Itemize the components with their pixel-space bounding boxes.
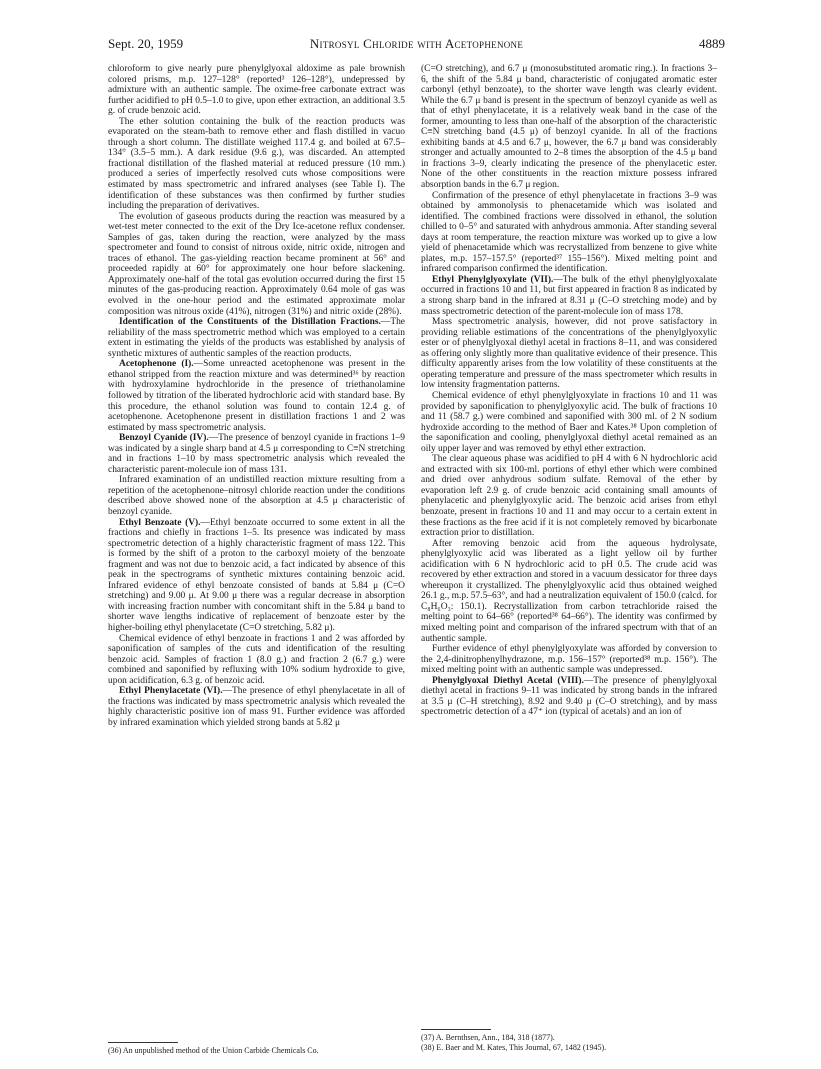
paragraph-text: —The bulk of the ethyl phenylglyoxalate occurred in fractions 10 and 11, but first appeared in fraction 8 as indicated by a strong sharp band in the infrared at 8.31 μ (C–O stretching mode) and by mass spectrometric detection of the parent-molecule ion of mass 178. <box>421 274 717 317</box>
footnote-rule <box>108 1042 178 1043</box>
paragraph-text: —Some unreacted acetophenone was present in the ethanol stripped from the reaction mixture and was determined³⁶ by reaction with hydroxylamine hydrochloride in the presence of triethanolamine followed by titration of the liberated hydrochloric acid with standard base. By this procedure, the ethanol solution was found to contain 12.4 g. of acetophenone. Acetophenone present in distillation fractions 1 and 2 was estimated by mass spectrometric analysis. <box>108 359 405 433</box>
running-header <box>108 36 725 56</box>
footnote: (36) An unpublished method of the Union Carbide Chemicals Co. <box>108 1046 319 1055</box>
paragraph-text: The clear aqueous phase was acidified to pH 4 with 6 N hydrochloric acid and extracted with six 100-ml. portions of ethyl ether which were combined and dried over anhydrous sodium sulfate. Removal of the ether by evaporation left 2.9 g. of crude benzoic acid containing small amounts of phenylacetic and phenylglyoxylic acid. The benzoic acid arises from ethyl benzoate, present in fractions 10 and 11 and may occur to a certain extent in these fractions as the free acid if it is not completely removed by bicarbonate extraction prior to distillation. <box>421 454 717 539</box>
paragraph <box>421 317 717 391</box>
right-column <box>421 64 717 718</box>
paragraph <box>108 518 405 634</box>
paragraph-text: —The presence of benzoyl cyanide in fractions 1–9 was indicated by a single sharp band at 4.5 μ corresponding to C≡N stretching and in fractions 1–10 by mass spectrometric analysis which revealed the characteristic parent-molecule ion of mass 131. <box>108 433 405 475</box>
paragraph-text: The ether solution containing the bulk of the reaction products was evaporated on the steam-bath to remove ether and flash distilled in vacuo through a short column. The distillate weighed 117.4 g. and boiled at 67.5–134° (3.5–5 mm.). A dark residue (9.6 g.), was discarded. An attempted fractional distillation of the flashed material at reduced pressure (10 mm.) produced a series of imperfectly resolved cuts whose compositions were estimated by mass spectrometric and infrared analyses (see Table I). The identification of these substances was then confirmed by further studies including the preparation of derivatives. <box>108 116 405 212</box>
paragraph-text: The evolution of gaseous products during the reaction was measured by a wet-test meter connected to the exit of the Dry Ice-acetone reflux condenser. Samples of gas, taken during the reaction, were analyzed by the mass spectrometer and found to consist of nitrous oxide, nitric oxide, nitrogen and traces of ethanol. The gas-yielding reaction became prominent at 56° and proceeded rapidly at 60° for approximately one hour before slackening. Approximately one-half of the total gas evolution occurred during the first 15 minutes of the gas-producing reaction. Approximately 0.64 mole of gas was evolved in the one-hour period and the estimated approximate molar composition was nitrous oxide (41%), nitrogen (31%) and nitric oxide (28%). <box>108 211 405 317</box>
paragraph <box>108 317 405 359</box>
header-title: Nitrosyl Chloride with Acetophenone <box>309 36 524 51</box>
left-column <box>108 64 405 728</box>
paragraph <box>108 212 405 317</box>
paragraph <box>108 686 405 728</box>
section-heading: Ethyl Phenylglyoxylate (VII). <box>432 274 554 285</box>
section-heading: Identification of the Constituents of the Distillation Fractions. <box>119 317 381 328</box>
paragraph <box>421 391 717 454</box>
paragraph-text: Chemical evidence of ethyl phenylglyoxylate in fractions 10 and 11 was provided by saponification to phenylglyoxylic acid. The bulk of fractions 10 and 11 (58.7 g.) were combined and saponified with 300 ml. of 2 N sodium hydroxide according to the method of Baer and Kates.³⁸ Upon completion of the saponification and cooling, phenylglyoxal diethyl acetal remained as an oily upper layer and was removed by ethyl ether extraction. <box>421 390 717 454</box>
paragraph-text: —The presence of ethyl phenylacetate in all of the fractions was indicated by mass spectrometric analysis which revealed the highly characteristic positive ion of mass 91. Further evidence was afforded by infrared examination which yielded strong bands at 5.82 μ <box>108 686 406 728</box>
paragraph-text: Confirmation of the presence of ethyl phenylacetate in fractions 3–9 was obtained by ammonolysis to phenacetamide which was isolated and identified. The combined fractions were dissolved in ethanol, the solution chilled to 0–5° and saturated with anhydrous ammonia. After standing several days at room temperature, the reaction mixture was worked up to give a low yield of phenacetamide which was recrystallized from benzene to give white plates, m.p. 157–157.5° (reported³⁷ 155–156°). Mixed melting point and infrared comparison confirmed the identification. <box>421 190 717 275</box>
paragraph <box>421 454 717 538</box>
paragraph <box>421 64 717 191</box>
left-footnotes <box>108 1037 405 1056</box>
paragraph <box>108 359 405 433</box>
section-heading: Ethyl Benzoate (V). <box>119 517 201 528</box>
footnote: (37) A. Bernthsen, Ann., 184, 318 (1877). <box>421 1033 555 1042</box>
paragraph-text: Chemical evidence of ethyl benzoate in fractions 1 and 2 was afforded by saponification of samples of the cuts and identification of the resulting benzoic acid. Samples of fraction 1 (8.0 g.) and fraction 2 (6.7 g.) were combined and saponified by refluxing with 10% sodium hydroxide to give, upon acidification, 6.3 g. of benzoic acid. <box>108 633 405 686</box>
paragraph-text: Infrared examination of an undistilled reaction mixture resulting from a repetition of the acetophenone–nitrosyl chloride reaction under the conditions described above showed none of the absorption at 4.5 μ characteristic of benzoyl cyanide. <box>108 475 405 517</box>
section-heading: Benzoyl Cyanide (IV). <box>119 433 209 444</box>
paragraph <box>421 275 717 317</box>
paragraph <box>421 539 717 644</box>
section-heading: Ethyl Phenylacetate (VI). <box>119 686 223 697</box>
section-heading: Phenylglyoxal Diethyl Acetal (VIII). <box>432 675 584 686</box>
paragraph <box>421 644 717 676</box>
paragraph-text: —Ethyl benzoate occurred to some extent in all the fractions and chiefly in fractions 1–5. Its presence was indicated by mass spectrometric detection of a highly characteristic fragment of mass 122. This is formed by the shift of a proton to the carboxyl moiety of the benzoate fragment and was not due to benzoic acid, a fact indicated by absence of this peak in the spectrograms of synthetic mixtures containing benzoic acid. Infrared evidence of ethyl benzoate consisted of bands at 5.84 μ (C=O stretching) and 9.00 μ. At 9.00 μ there was a regular decrease in absorption with increasing fraction number with concomitant shift in the 5.84 μ band to shorter wave lengths indicative of replacement of benzoate ester by the higher-boiling ethyl phenylacetate (C=O stretching, 5.82 μ). <box>108 517 405 633</box>
paragraph-text: chloroform to give nearly pure phenylglyoxal aldoxime as pale brownish colored prisms, m.p. 127–128° (reported³ 126–128°), undepressed by admixture with an authentic sample. The oxime-free carbonate extract was further acidified to pH 0.5–1.0 to give, upon ether extraction, an additional 3.5 g. of crude benzoic acid. <box>108 64 405 117</box>
paragraph-text: Mass spectrometric analysis, however, did not prove satisfactory in providing reliable estimations of the concentrations of the phenylglyoxylic ester or of phenylglyoxal diethyl acetal in fractions 8–11, and was considered as offering only slightly more than qualitative evidence of their presence. This difficulty apparently arises from the low volatility of these constituents at the operating temperature and pressure of the mass spectrometer which results in low intensity fragmentation patterns. <box>421 317 717 391</box>
paragraph-text: —The presence of phenylglyoxal diethyl acetal in fractions 9–11 was indicated by strong bands in the infrared at 3.5 μ (C–H stretching), 8.92 and 9.40 μ (C–O stretching), and by mass spectrometric detection of a 47⁺ ion (typical of acetals) and an ion of <box>421 675 717 718</box>
paragraph <box>421 191 717 275</box>
page-number: 4889 <box>699 36 725 51</box>
header-date: Sept. 20, 1959 <box>108 36 184 51</box>
footnote-rule <box>421 1029 491 1030</box>
right-footnotes <box>421 1024 717 1053</box>
paragraph <box>421 676 717 718</box>
paragraph <box>108 117 405 212</box>
paragraph <box>108 634 405 687</box>
section-heading: Acetophenone (I). <box>119 359 194 370</box>
paragraph <box>108 475 405 517</box>
paragraph-text: (C=O stretching), and 6.7 μ (monosubstituted aromatic ring.). In fractions 3–6, the shift of the 5.84 μ band, characteristic of conjugated aromatic ester carbonyl (ethyl benzoate), to the shorter wave length was clearly evident. While the 6.7 μ band is present in the spectrum of benzoyl cyanide as well as that of ethyl phenylacetate, it is a relatively weak band in the case of the former, amounting to less than one-half of the absorption of the characteristic C≡N stretching band (4.5 μ) of benzoyl cyanide. In all of the fractions exhibiting bands at 4.5 and 6.7 μ, however, the 6.7 μ band was considerably stronger and actually amounted to 2–8 times the absorption of the 4.5 μ band in fractions 3–9, clearly indicating the presence of the phenylacetic ester. None of the other constituents in the reaction mixture possess infrared absorption bands in the 6.7 μ region. <box>421 64 717 191</box>
footnote: (38) E. Baer and M. Kates, This Journal, 67, 1482 (1945). <box>421 1043 607 1052</box>
paragraph <box>108 64 405 117</box>
paragraph-text: Further evidence of ethyl phenylglyoxylate was afforded by conversion to the 2,4-dinitrophenylhydrazone, m.p. 156–157° (reported³⁸ m.p. 156°). The mixed melting point with an authentic sample was undepressed. <box>421 644 717 676</box>
paragraph <box>108 433 405 475</box>
paragraph-text: —The reliability of the mass spectrometric method which was employed to a certain extent in estimating the yields of the products was established by analysis of synthetic mixtures of authentic samples of the reaction products. <box>108 317 405 359</box>
paragraph-text: After removing benzoic acid from the aqueous hydrolysate, phenylglyoxylic acid was liberated as a light yellow oil by further acidification with 6 N hydrochloric acid to pH 0.5. The crude acid was recovered by ether extraction and stored in a vacuum dessicator for three days whereupon it crystallized. The phenylglyoxylic acid thus obtained weighed 26.1 g., m.p. 57.5–63°, and had a neutralization equivalent of 150.0 (calcd. for C₈H₆O₃: 150.1). Recrystallization from carbon tetrachloride raised the melting point to 64–66° (reported³⁸ 64–66°). The identity was confirmed by mixed melting point and comparison of the infrared spectrum with that of an authentic sample. <box>421 538 717 644</box>
